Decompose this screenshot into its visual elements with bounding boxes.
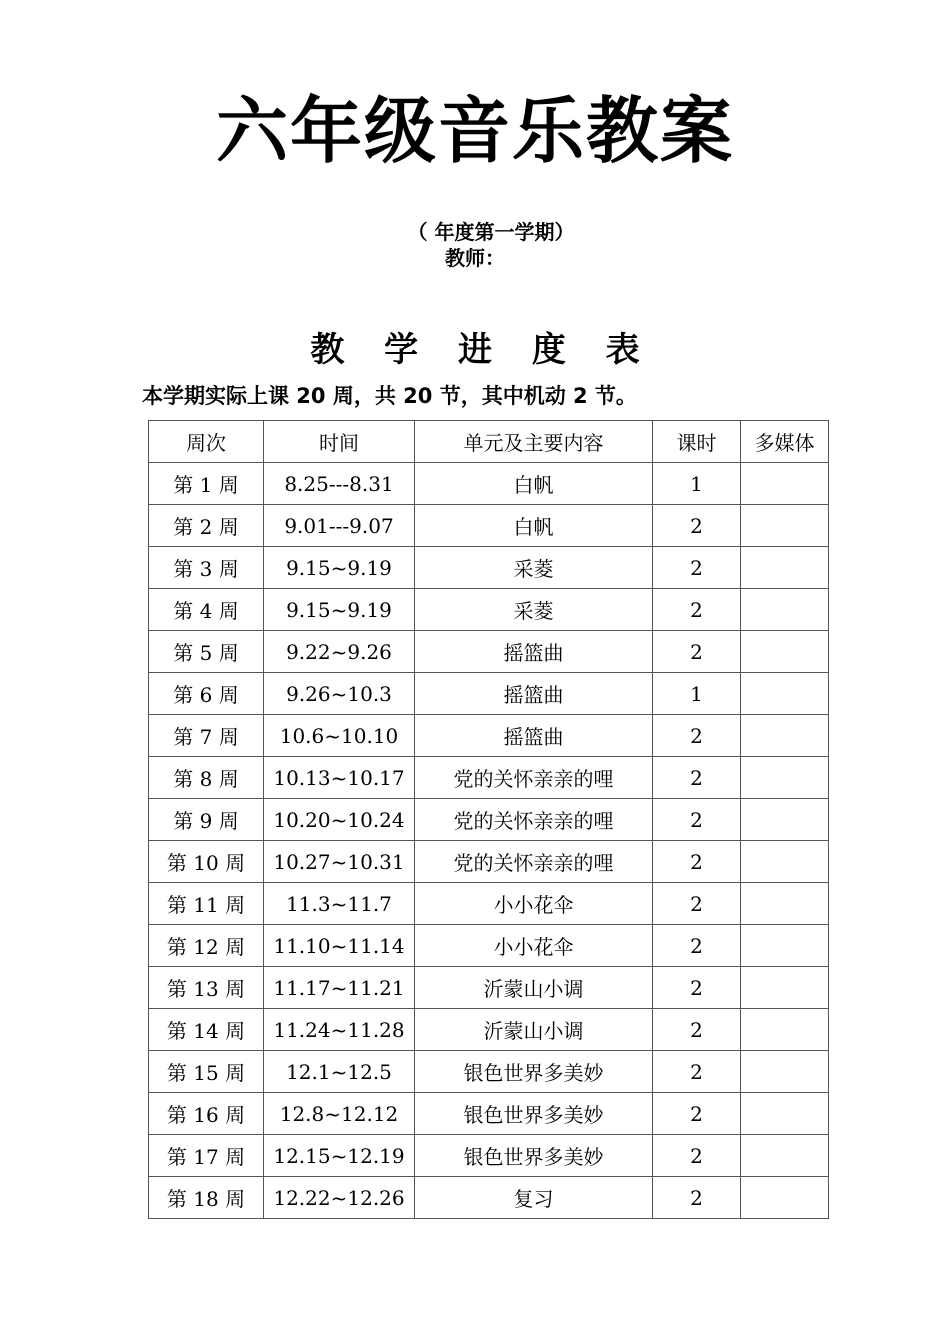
table-row [149, 1009, 829, 1051]
table-row [149, 1051, 829, 1093]
table-row [149, 1177, 829, 1219]
cell-week: 第 11 周 [149, 883, 264, 925]
cell-time: 12.15~12.19 [264, 1135, 415, 1177]
schedule-title: 教 学 进 度 表 [310, 330, 654, 370]
cell-content: 沂蒙山小调 [415, 1009, 653, 1051]
cell-time: 8.25---8.31 [264, 463, 415, 505]
cell-hours: 2 [653, 505, 741, 547]
cell-hours: 2 [653, 967, 741, 1009]
cell-multimedia [741, 1135, 829, 1177]
cell-multimedia [741, 1093, 829, 1135]
cell-content: 银色世界多美妙 [415, 1093, 653, 1135]
cell-time: 11.10~11.14 [264, 925, 415, 967]
cell-multimedia [741, 631, 829, 673]
cell-time: 11.3~11.7 [264, 883, 415, 925]
table-row [149, 757, 829, 799]
cell-content: 党的关怀亲亲的哩 [415, 757, 653, 799]
cell-hours: 2 [653, 925, 741, 967]
cell-content: 摇篮曲 [415, 715, 653, 757]
header-time: 时间 [264, 421, 415, 463]
cell-content: 采菱 [415, 547, 653, 589]
cell-week: 第 5 周 [149, 631, 264, 673]
cell-week: 第 8 周 [149, 757, 264, 799]
cell-week: 第 9 周 [149, 799, 264, 841]
cell-multimedia [741, 883, 829, 925]
cell-content: 党的关怀亲亲的哩 [415, 841, 653, 883]
cell-multimedia [741, 1009, 829, 1051]
cell-time: 10.27~10.31 [264, 841, 415, 883]
cell-hours: 2 [653, 1135, 741, 1177]
table-row [149, 547, 829, 589]
header-multimedia: 多媒体 [741, 421, 829, 463]
cell-multimedia [741, 1051, 829, 1093]
cell-content: 沂蒙山小调 [415, 967, 653, 1009]
table-row [149, 463, 829, 505]
cell-time: 11.24~11.28 [264, 1009, 415, 1051]
cell-hours: 2 [653, 841, 741, 883]
table-row [149, 673, 829, 715]
semester-line: （ 年度第一学期） [407, 220, 575, 244]
cell-multimedia [741, 547, 829, 589]
cell-week: 第 10 周 [149, 841, 264, 883]
cell-week: 第 14 周 [149, 1009, 264, 1051]
cell-hours: 2 [653, 715, 741, 757]
cell-time: 10.20~10.24 [264, 799, 415, 841]
cell-hours: 2 [653, 883, 741, 925]
cell-hours: 2 [653, 757, 741, 799]
cell-multimedia [741, 757, 829, 799]
table-row [149, 1093, 829, 1135]
cell-week: 第 15 周 [149, 1051, 264, 1093]
cell-week: 第 2 周 [149, 505, 264, 547]
table-row [149, 715, 829, 757]
cell-multimedia [741, 967, 829, 1009]
cell-multimedia [741, 589, 829, 631]
cell-hours: 2 [653, 631, 741, 673]
cell-multimedia [741, 925, 829, 967]
cell-hours: 2 [653, 1093, 741, 1135]
header-content: 单元及主要内容 [415, 421, 653, 463]
cell-content: 小小花伞 [415, 925, 653, 967]
cell-multimedia [741, 505, 829, 547]
cell-time: 9.22~9.26 [264, 631, 415, 673]
cell-hours: 2 [653, 1009, 741, 1051]
cell-content: 采菱 [415, 589, 653, 631]
table-header-row [149, 421, 829, 463]
cell-time: 10.13~10.17 [264, 757, 415, 799]
cell-time: 12.22~12.26 [264, 1177, 415, 1219]
cell-time: 9.01---9.07 [264, 505, 415, 547]
table-row [149, 1135, 829, 1177]
cell-time: 12.1~12.5 [264, 1051, 415, 1093]
cell-week: 第 4 周 [149, 589, 264, 631]
cell-multimedia [741, 673, 829, 715]
cell-multimedia [741, 799, 829, 841]
cell-time: 10.6~10.10 [264, 715, 415, 757]
cell-hours: 1 [653, 463, 741, 505]
schedule-summary: 本学期实际上课 20 周，共 20 节，其中机动 2 节。 [142, 384, 637, 408]
schedule-table [148, 420, 829, 1219]
cell-content: 摇篮曲 [415, 673, 653, 715]
cell-content: 银色世界多美妙 [415, 1135, 653, 1177]
cell-multimedia [741, 463, 829, 505]
cell-content: 党的关怀亲亲的哩 [415, 799, 653, 841]
cell-time: 9.15~9.19 [264, 547, 415, 589]
teacher-label: 教师： [445, 246, 505, 270]
table-row [149, 799, 829, 841]
table-row [149, 631, 829, 673]
cell-hours: 2 [653, 589, 741, 631]
table-row [149, 925, 829, 967]
cell-content: 摇篮曲 [415, 631, 653, 673]
cell-content: 复习 [415, 1177, 653, 1219]
header-week: 周次 [149, 421, 264, 463]
cell-time: 11.17~11.21 [264, 967, 415, 1009]
cell-content: 白帆 [415, 505, 653, 547]
cell-week: 第 3 周 [149, 547, 264, 589]
cell-time: 9.26~10.3 [264, 673, 415, 715]
cell-week: 第 12 周 [149, 925, 264, 967]
cell-time: 12.8~12.12 [264, 1093, 415, 1135]
cell-hours: 2 [653, 547, 741, 589]
cell-time: 9.15~9.19 [264, 589, 415, 631]
table-row [149, 841, 829, 883]
table-row [149, 505, 829, 547]
header-hours: 课时 [653, 421, 741, 463]
cell-hours: 2 [653, 1177, 741, 1219]
cell-week: 第 18 周 [149, 1177, 264, 1219]
document-title: 六年级音乐教案 [215, 89, 734, 173]
cell-content: 白帆 [415, 463, 653, 505]
cell-content: 银色世界多美妙 [415, 1051, 653, 1093]
cell-multimedia [741, 841, 829, 883]
cell-week: 第 1 周 [149, 463, 264, 505]
cell-multimedia [741, 1177, 829, 1219]
table-row [149, 883, 829, 925]
cell-multimedia [741, 715, 829, 757]
cell-week: 第 13 周 [149, 967, 264, 1009]
cell-week: 第 6 周 [149, 673, 264, 715]
cell-hours: 2 [653, 799, 741, 841]
table-row [149, 967, 829, 1009]
cell-week: 第 17 周 [149, 1135, 264, 1177]
cell-hours: 1 [653, 673, 741, 715]
table-row [149, 589, 829, 631]
cell-week: 第 16 周 [149, 1093, 264, 1135]
cell-week: 第 7 周 [149, 715, 264, 757]
cell-content: 小小花伞 [415, 883, 653, 925]
cell-hours: 2 [653, 1051, 741, 1093]
table-body [149, 463, 829, 1219]
